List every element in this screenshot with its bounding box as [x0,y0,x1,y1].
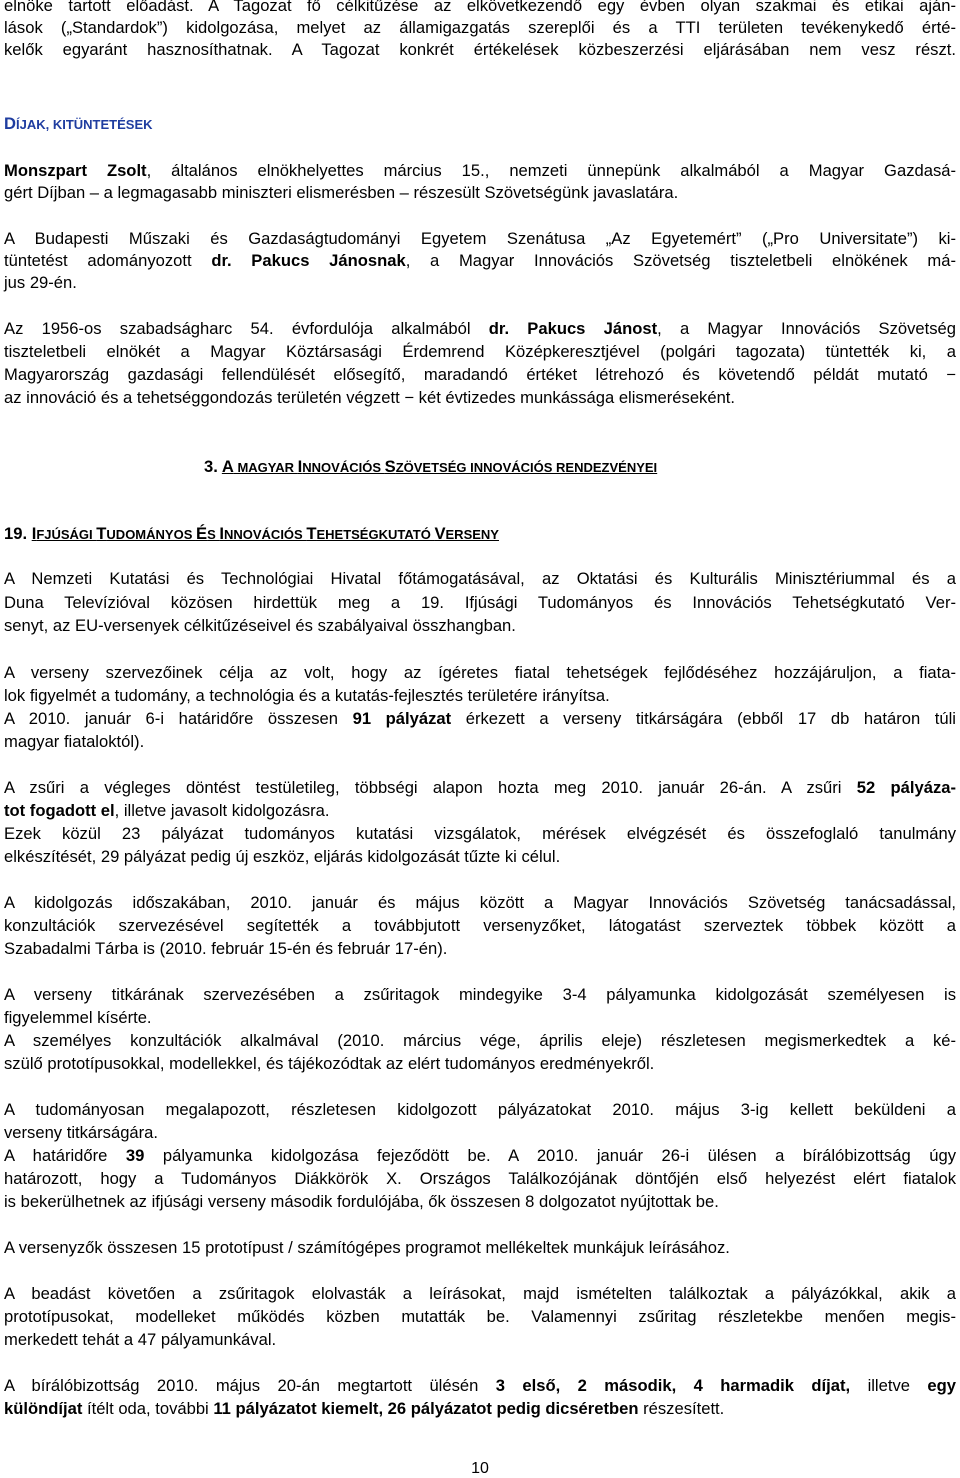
title-part: É [195,524,208,543]
text-run: Az 1956-os szabadságharc 54. évfordulója alkalmából [4,319,489,338]
text-run: tiszteletbeli elnökét a Magyar Köztársasági Érdemrend Középkeresztjével (polgári tagozata) tüntették ki, a [4,342,956,361]
title-part: ERSENY [445,527,499,542]
text-line [4,1122,158,1144]
text-run: is bekerülhetnek az ifjúsági verseny második fordulójába, ők összesen 8 dolgozatot nyújtottak be. [4,1192,719,1211]
section-number: 3. [204,457,222,476]
title-part: I [219,524,224,543]
text-run: A beadást követően a zsűritagok elolvasták a leírásokat, majd ismételten találkoztak a pályázókkal, akik a [4,1284,956,1303]
text-run: gért Díjban – a legmagasabb miniszteri elismerésben – részesült Szövetségünk javaslatára. [4,183,679,202]
text-line [4,113,153,136]
text-line [4,1007,152,1029]
text-run: szülő prototípusokkal, modellekkel, és tájékozódtak az elért tudományos eredményekről. [4,1054,655,1073]
text-line [4,892,956,914]
text-run: A verseny titkárának szervezésében a zsűritagok mindegyike 3-4 pályamunka kidolgozását személyesen is [4,985,956,1004]
text-run: A 2010. január 6-i határidőre összesen [4,709,353,728]
text-run: prototípusokat, modelleket működés közben mutatták be. Valamennyi zsűritag részletekbe menően megis- [4,1307,956,1326]
text-run: A tudományosan megalapozott, részletesen kidolgozott pályázatokat 2010. május 3-ig kellett beküldeni a [4,1100,956,1119]
title-part: A [221,457,234,476]
text-run: konzultációk szervezésével segítették a továbbjutott versenyzőket, látogatást szerveztek többek között a [4,916,956,935]
text-line [4,341,956,363]
text-line [4,823,956,845]
text-run: A Nemzeti Kutatási és Technológiai Hivatal főtámogatásával, az Oktatási és Kulturális Minisztériummal és a [4,569,956,588]
text-run: az innováció és a tehetséggondozás területén végzett − két évtizedes munkássága elismeréseként. [4,388,736,407]
text-line [4,1398,724,1420]
text-run: érkezett a verseny titkárságára (ebből 17 db határon túli [451,709,956,728]
section-heading-3 [204,456,657,479]
bold-text: dr. Pakucs Jánost [488,319,658,338]
text-line [4,272,77,294]
bold-text: 91 pályázat [352,709,452,728]
text-line [4,364,956,386]
title-part: I [297,457,303,476]
text-run: Szabadalmi Tárba is (2010. február 15-én és február 17-én). [4,939,448,958]
text-run: Magyarország gazdasági fellendülését elősegítő, maradandó értéket létrehozó és követendő példát mutató − [4,365,956,384]
text-line [4,1145,956,1167]
text-run: jus 29-én. [4,273,77,292]
text-run: kelők egyaránt hasznosíthatnak. A Tagozat konkrét értékelések közbeszerzési eljárásában nem vesz részt. [4,40,956,59]
text-line [4,250,956,272]
section-number: 19. [4,524,32,543]
bold-text: ÍJAK, KITÜNTETÉSEK [15,117,153,132]
text-run: lások („Standardok”) kidolgozása, melyet az államigazgatás szereplői és a TTI területen tevékenykedő érté- [4,18,956,37]
text-line [4,592,956,614]
title-part: I [31,524,37,543]
text-run: , a Magyar Innovációs Szövetség [657,319,956,338]
text-line [4,318,956,340]
title-part: S [384,457,396,476]
text-line [4,708,956,730]
text-run: A határidőre [4,1146,126,1165]
text-run: , általános elnökhelyettes március 15., nemzeti ünnepünk alkalmából a Magyar Gazdasá- [146,161,956,180]
title-part: T [306,524,317,543]
text-line [4,0,956,17]
text-run: Ezek közül 23 pályázat tudományos kutatási vizsgálatok, mérések elvégzését és összefoglaló tanulmány [4,824,956,843]
text-line [4,1099,956,1121]
text-run: lok figyelmét a tudomány, a technológia és a kutatás-fejlesztés területére irányítsa. [4,686,610,705]
bold-text: 52 pályáza- [856,778,956,797]
text-line [4,568,956,590]
text-run: magyar fiataloktól). [4,732,145,751]
title-part: ZÖVETSÉG INNOVÁCIÓS RENDEZVÉNYEI [395,460,658,475]
title-part: FJÚSÁGI [36,527,97,542]
text-line [4,1283,956,1305]
text-run: tüntetést adományozott [4,251,212,270]
title-part: EHETSÉGKUTATÓ [316,527,435,542]
text-line [4,39,956,61]
text-line [4,915,956,937]
text-run: elkészítését, 29 pályázat pedig új eszköz, eljárás kidolgozását tűzte ki célul. [4,847,561,866]
text-line [4,938,447,960]
bold-text: D [4,114,16,133]
text-line [4,160,956,182]
text-line [4,984,956,1006]
text-run: , illetve javasolt kidolgozásra. [114,801,330,820]
text-line [4,1168,956,1190]
bold-text: 3 első, 2 második, 4 harmadik díjat, [495,1376,851,1395]
bold-text: különdíjat [4,1399,83,1418]
bold-text: Monszpart Zsolt [4,161,147,180]
text-run: elnöke tartott előadást. A Tagozat fő célkitűzése az elkövetkezendő egy évben olyan szakmai és etikai aján- [4,0,956,15]
bold-text: 11 pályázatot kiemelt, 26 pályázatot pedig dicséretben [213,1399,639,1418]
section-title [32,524,499,543]
bold-text: 39 [125,1146,145,1165]
text-run: A Budapesti Műszaki és Gazdaságtudományi Egyetem Szenátusa „Az Egyetemért” („Pro Universitate”) ki- [4,229,956,248]
text-line [4,1053,654,1075]
text-run: verseny titkárságára. [4,1123,159,1142]
text-run: A személyes konzultációk alkalmával (2010. március vége, április eleje) részletesen megismerkedtek a ké- [4,1031,956,1050]
text-run: figyelemmel kísérte. [4,1008,152,1027]
text-line [4,777,956,799]
text-run: A verseny szervezőinek célja az volt, hogy az ígéretes fiatal tehetségek fejlődéséhez hozzájáruljon, a fiata- [4,663,956,682]
text-line [4,17,956,39]
text-run: senyt, az EU-versenyek célkitűzéseivel és szabályaival összhangban. [4,616,516,635]
text-line [4,846,560,868]
section-title [222,457,657,476]
text-line [4,228,956,250]
text-line [4,731,144,753]
text-line [4,1237,730,1259]
bold-text: egy [927,1376,956,1395]
title-part: T [96,524,107,543]
text-line [4,800,330,822]
text-run: , a Magyar Innovációs Szövetség tiszteletbeli elnökének má- [405,251,956,270]
text-line [4,685,610,707]
text-line [4,387,735,409]
text-run: A kidolgozás időszakában, 2010. január és május között a Magyar Innovációs Szövetség tanácsadással, [4,893,956,912]
text-run: A zsűri a végleges döntést testületileg, többségi alapon hozta meg 2010. január 26-án. A zsűri [4,778,857,797]
title-part: NNOVÁCIÓS [223,527,307,542]
text-run: A bírálóbizottság 2010. május 20-án megtartott ülésén [4,1376,496,1395]
text-line [4,1306,956,1328]
bold-text: dr. Pakucs Jánosnak [211,251,406,270]
text-run: határozott, hogy a Tudományos Diákkörök X. Országos Találkozójának döntőjén első helyezést elért fiatalok [4,1169,956,1188]
page-number: 10 [471,1460,489,1477]
title-part: V [434,524,446,543]
title-part: NNOVÁCIÓS [302,460,385,475]
text-run: A versenyzők összesen 15 prototípust / számítógépes programot mellékeltek munkájuk leírásához. [4,1238,730,1257]
section-heading-19 [4,523,499,546]
title-part: MAGYAR [233,460,298,475]
text-run: Duna Televízióval közösen hirdettük meg a 19. Ifjúsági Tudományos és Innovációs Tehetségkutató Ver- [4,593,956,612]
text-line [4,182,678,204]
text-line [4,1329,276,1351]
text-run: illetve [850,1376,928,1395]
text-line [4,1030,956,1052]
text-line [4,1375,956,1397]
text-line [4,615,516,637]
text-run: ítélt oda, további [82,1399,214,1418]
text-run: merkedett tehát a 47 pályamunkával. [4,1330,277,1349]
text-line [4,662,956,684]
text-run: pályamunka kidolgozása fejeződött be. A 2010. január 26-i ülésen a bírálóbizottság úgy [144,1146,957,1165]
text-run: részesített. [638,1399,725,1418]
text-line [4,1191,719,1213]
title-part: UDOMÁNYOS [106,527,196,542]
title-part: S [207,527,220,542]
bold-text: tot fogadott el [4,801,115,820]
